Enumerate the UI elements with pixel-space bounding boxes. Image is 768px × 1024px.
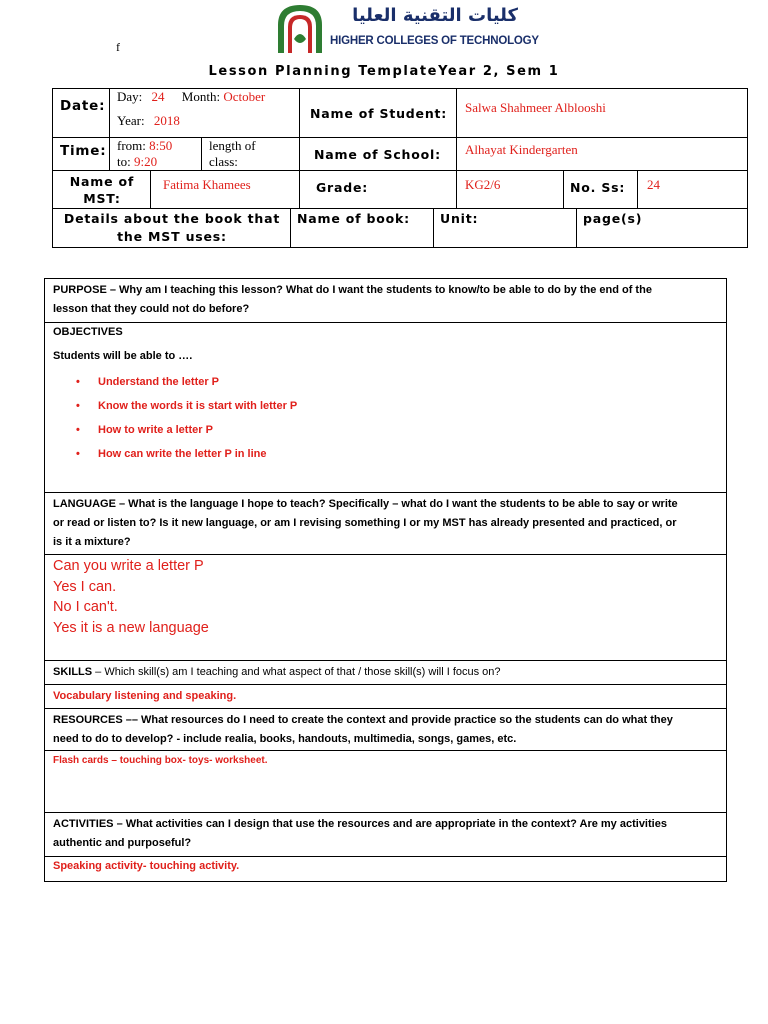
objective-item: • Understand the letter P (53, 370, 718, 394)
school-label-cell (300, 138, 457, 171)
resources-text-2: need to do to develop? - include realia, books, handouts, multimedia, songs, games, etc. (53, 733, 517, 745)
resources-text-1: –– What resources do I need to create the context and provide practice so the students can do what they (122, 714, 673, 726)
objectives-list (53, 370, 718, 466)
ss-value-cell (638, 171, 747, 209)
ss-value: 24 (647, 177, 660, 192)
resources-heading: RESOURCES (53, 714, 123, 726)
logo-english-text: HIGHER COLLEGES OF TECHNOLOGY (330, 35, 539, 47)
activities-answer-row (45, 857, 726, 881)
activities-answer: Speaking activity- touching activity. (53, 860, 240, 872)
pages-label: page(s) (583, 211, 643, 226)
year-label: Year: (117, 113, 145, 128)
language-answer: Yes I can. (53, 578, 117, 595)
grade-value-cell (457, 171, 564, 209)
school-value-cell (457, 138, 747, 171)
skills-answer-row (45, 685, 726, 709)
language-heading: LANGUAGE (53, 498, 116, 510)
purpose-row (45, 279, 726, 323)
time-value-cell (110, 138, 202, 171)
objectives-row (45, 323, 726, 493)
mst-label-line2: MST: (83, 191, 121, 206)
grade-label-cell (300, 171, 457, 209)
resources-answer-row (45, 751, 726, 813)
month-value: October (223, 89, 266, 104)
date-label-cell (53, 89, 110, 138)
resources-answer: Flash cards – touching box- toys- worksheet. (53, 755, 268, 766)
grade-value: KG2/6 (465, 177, 501, 192)
activities-row (45, 813, 726, 857)
book-name-cell (291, 209, 434, 247)
language-answers-row (45, 555, 726, 661)
purpose-text-2: lesson that they could not do before? (53, 303, 250, 315)
length-label-line2: class: (209, 154, 238, 169)
month-label: Month: (181, 89, 221, 104)
length-label-line1: length of (209, 138, 256, 153)
objectives-heading: OBJECTIVES (53, 326, 123, 338)
logo-arabic-text: كليات التقنية العليا (352, 5, 518, 26)
student-label-cell (300, 89, 457, 138)
hct-emblem-icon (272, 3, 328, 53)
book-details-line2: the MST uses: (117, 229, 227, 244)
day-label: Day: (117, 89, 143, 104)
skills-text: – Which skill(s) am I teaching and what aspect of that / those skill(s) will I focus on? (92, 666, 501, 678)
language-answer: No I can't. (53, 599, 118, 615)
lesson-plan-table (44, 278, 727, 882)
student-value: Salwa Shahmeer Alblooshi (465, 100, 606, 115)
objective-item: • How can write the letter P in line (53, 442, 718, 466)
language-answer: Yes it is a new language (53, 619, 209, 636)
student-value-cell (457, 89, 747, 138)
activities-text-1: – What activities can I design that use the resources and are appropriate in the context? Are my activities (113, 818, 667, 830)
language-text-3: is it a mixture? (53, 536, 131, 548)
to-value: 9:20 (133, 154, 158, 169)
purpose-heading: PURPOSE (53, 284, 107, 296)
skills-row (45, 661, 726, 685)
mst-label-line1: Name of (69, 174, 135, 189)
activities-heading: ACTIVITIES (53, 818, 114, 830)
header-table (52, 88, 748, 248)
skills-heading: SKILLS (53, 666, 93, 678)
skills-answer: Vocabulary listening and speaking. (53, 690, 237, 702)
mst-value: Fatima Khamees (163, 177, 251, 192)
pages-cell (577, 209, 747, 247)
activities-text-2: authentic and purposeful? (53, 837, 192, 849)
time-label-cell (53, 138, 110, 171)
ss-label-cell (564, 171, 638, 209)
language-text-2: or read or listen to? Is it new language, or am I revising something I or my MST has already presented and practiced, or (53, 517, 677, 529)
language-row (45, 493, 726, 555)
purpose-text-1: – Why am I teaching this lesson? What do I want the students to know/to be able to do by the end of the (106, 284, 652, 296)
mst-label-cell (53, 171, 151, 209)
date-label: Date: (60, 98, 106, 114)
ss-label: No. Ss: (570, 180, 626, 195)
book-name-label: Name of book: (297, 211, 410, 226)
to-label: to: (117, 154, 131, 169)
length-cell (202, 138, 300, 171)
grade-label: Grade: (316, 180, 369, 195)
from-label: from: (117, 138, 146, 153)
unit-cell (434, 209, 577, 247)
stray-character: f (116, 40, 120, 54)
language-answer: Can you write a letter P (53, 558, 204, 574)
student-label: Name of Student: (310, 106, 448, 121)
day-value: 24 (151, 89, 165, 104)
objectives-intro: Students will be able to …. (53, 350, 193, 362)
year-value: 2018 (153, 113, 180, 128)
school-value: Alhayat Kindergarten (465, 142, 578, 157)
unit-label: Unit: (440, 211, 479, 226)
objective-item: • Know the words it is start with letter P (53, 394, 718, 418)
document-title: Lesson Planning TemplateYear 2, Sem 1 (208, 64, 560, 79)
language-text-1: – What is the language I hope to teach? Specifically – what do I want the students to be able to say or write (115, 498, 678, 510)
date-value-cell (110, 89, 300, 138)
time-label: Time: (60, 143, 107, 159)
school-label: Name of School: (314, 147, 441, 162)
objective-item: • How to write a letter P (53, 418, 718, 442)
from-value: 8:50 (149, 138, 173, 153)
resources-row (45, 709, 726, 751)
hct-logo (272, 3, 539, 53)
mst-value-cell (151, 171, 300, 209)
book-details-line1: Details about the book that (63, 211, 281, 226)
book-details-cell (53, 209, 291, 247)
